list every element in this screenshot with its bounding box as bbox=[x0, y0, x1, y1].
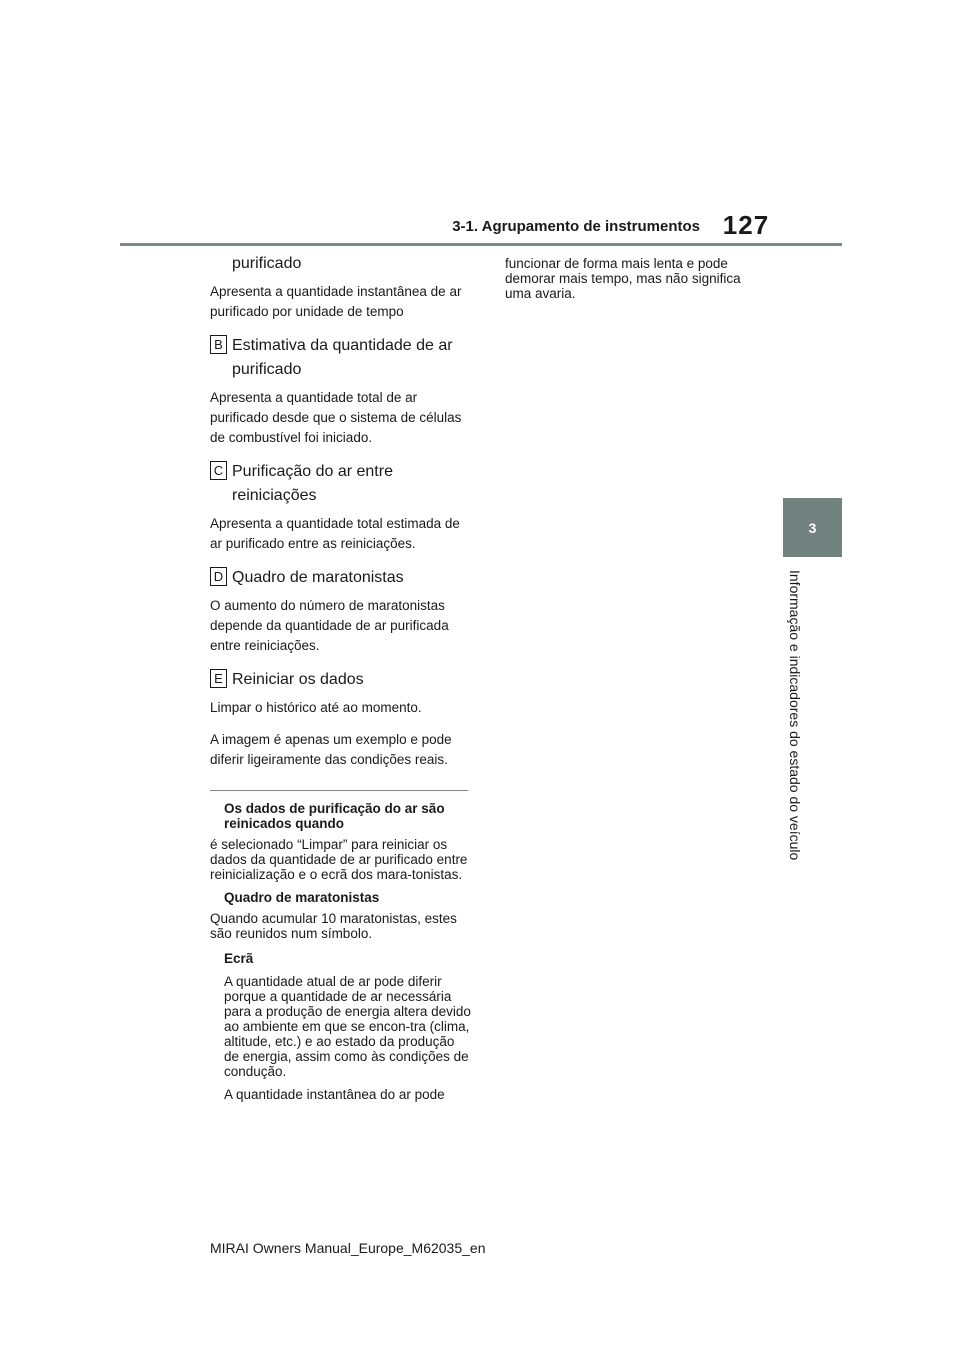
info-divider bbox=[210, 790, 468, 791]
item-title-between-resets bbox=[210, 460, 472, 508]
chapter-number: 3 bbox=[808, 519, 817, 536]
info-subheading-display: Ecrã bbox=[224, 951, 254, 966]
item-description: Limpar o histórico até ao momento. bbox=[210, 700, 422, 715]
item-title-continuation: reiniciações bbox=[232, 487, 317, 504]
right-column bbox=[505, 256, 765, 301]
item-title-continuation: purificado bbox=[232, 361, 302, 378]
info-subheading-marathoners: Quadro de maratonistas bbox=[224, 890, 380, 905]
section-title: 3-1. Agrupamento de instrumentos bbox=[452, 218, 700, 235]
item-description: Apresenta a quantidade total de ar purificado desde que o sistema de células de combustível foi iniciado. bbox=[210, 390, 462, 445]
page-number: 127 bbox=[722, 210, 770, 240]
image-note: A imagem é apenas um exemplo e pode diferir ligeiramente das condições reais. bbox=[210, 732, 452, 767]
item-description: Apresenta a quantidade instantânea de ar purificado por unidade de tempo bbox=[210, 284, 462, 319]
item-title-reset bbox=[210, 668, 472, 692]
info-text: Quando acumular 10 maratonistas, estes são reunidos num símbolo. bbox=[210, 911, 457, 941]
header-divider bbox=[120, 243, 842, 246]
info-text: A quantidade atual de ar pode diferir porque a quantidade de ar necessária para a produção de energia altera devido ao ambiente em que se encon-tra (clima, altitude, etc.) e ao estado da produção de energia, assim como às condições de condução. bbox=[224, 974, 471, 1079]
callout-label-d: D bbox=[210, 567, 227, 586]
callout-label-b: B bbox=[210, 335, 227, 354]
info-text: é selecionado “Limpar” para reiniciar os dados da quantidade de ar purificado entre reinicialização e o ecrã dos mara-tonistas. bbox=[210, 837, 468, 882]
continued-text: funcionar de forma mais lenta e pode demorar mais tempo, mas não significa uma avaria. bbox=[505, 256, 741, 301]
left-column bbox=[210, 252, 472, 1102]
callout-label-e: E bbox=[210, 669, 227, 688]
info-heading: Os dados de purificação do ar são reinicados quando bbox=[224, 801, 445, 831]
chapter-title: Informação e indicadores do estado do veículo bbox=[787, 570, 803, 861]
item-title-text: Reiniciar os dados bbox=[232, 671, 364, 688]
item-title-text: Estimativa da quantidade de ar bbox=[232, 337, 453, 354]
item-title-text: Purificação do ar entre bbox=[232, 463, 393, 480]
item-title-purified: purificado bbox=[232, 255, 302, 272]
item-title-marathoners bbox=[210, 566, 472, 590]
item-title-text: Quadro de maratonistas bbox=[232, 569, 404, 586]
callout-label-c: C bbox=[210, 461, 227, 480]
item-title-estimate bbox=[210, 334, 472, 382]
info-text: A quantidade instantânea do ar pode bbox=[224, 1087, 445, 1102]
item-description: Apresenta a quantidade total estimada de ar purificado entre as reiniciações. bbox=[210, 516, 460, 551]
chapter-tab bbox=[783, 498, 842, 557]
footer-doc-id: MIRAI Owners Manual_Europe_M62035_en bbox=[210, 1240, 486, 1256]
item-description: O aumento do número de maratonistas depende da quantidade de ar purificada entre reiniciações. bbox=[210, 598, 449, 653]
